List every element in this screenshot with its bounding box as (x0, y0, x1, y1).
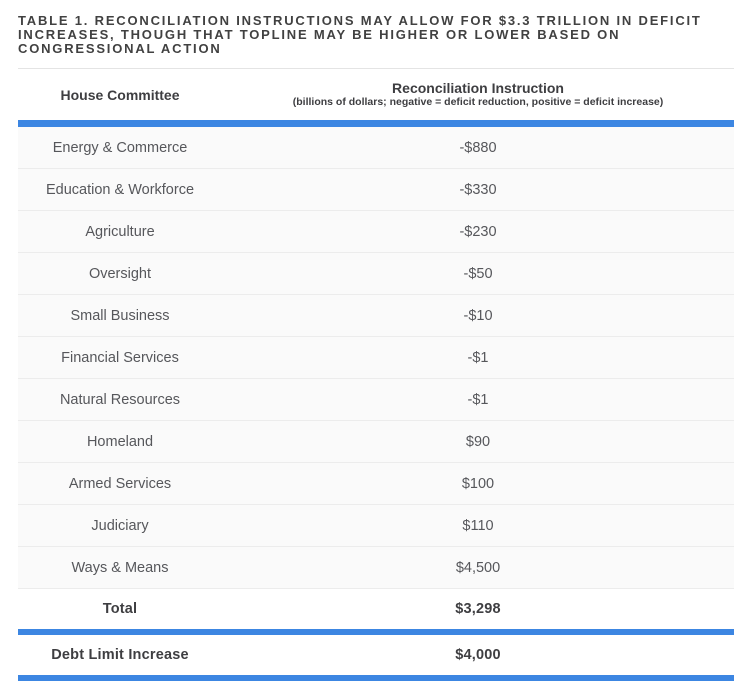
table-row (18, 169, 734, 211)
value-cell: -$1 (467, 391, 489, 408)
debt-limit-value: $4,000 (455, 647, 501, 663)
committee-cell: Financial Services (61, 349, 179, 366)
table-body (18, 127, 734, 589)
table-row (18, 211, 734, 253)
table-row (18, 463, 734, 505)
column-header-instruction (222, 80, 734, 109)
committee-cell: Homeland (86, 433, 154, 450)
total-label: Total (102, 601, 138, 617)
committee-cell: Agriculture (85, 223, 155, 240)
table-row (18, 379, 734, 421)
value-cell: -$1 (467, 349, 489, 366)
table-row (18, 127, 734, 169)
value-cell: $90 (465, 433, 491, 450)
table-header-row (18, 69, 734, 120)
table-title: TABLE 1. RECONCILIATION INSTRUCTIONS MAY ALLOW FOR $3.3 TRILLION IN DEFICIT INCREASES, THOUGH THAT TOPLINE MAY BE HIGHER OR LOWER BASED ON CONGRESSIONAL ACTION (18, 13, 702, 56)
table-row (18, 421, 734, 463)
value-cell: -$880 (459, 139, 497, 156)
total-row (18, 589, 734, 629)
column-header-committee: House Committee (60, 86, 180, 103)
column-header-instruction-sub: (billions of dollars; negative = deficit reduction, positive = deficit increase) (292, 96, 664, 108)
table-row (18, 253, 734, 295)
value-cell: -$230 (459, 223, 497, 240)
value-cell: -$10 (463, 307, 493, 324)
committee-cell: Ways & Means (71, 559, 169, 576)
committee-cell: Education & Workforce (45, 181, 195, 198)
debt-limit-row (18, 635, 734, 675)
table-row (18, 547, 734, 589)
committee-cell: Armed Services (68, 475, 172, 492)
table-row (18, 295, 734, 337)
value-cell: -$330 (459, 181, 497, 198)
committee-cell: Judiciary (91, 517, 149, 534)
bottom-accent-bar (18, 675, 734, 681)
column-header-instruction-main: Reconciliation Instruction (392, 80, 564, 96)
top-accent-bar (18, 120, 734, 127)
committee-cell: Natural Resources (59, 391, 181, 408)
value-cell: $110 (462, 517, 494, 534)
committee-cell: Small Business (70, 307, 170, 324)
debt-limit-label: Debt Limit Increase (51, 647, 189, 663)
value-cell: $100 (461, 475, 495, 492)
value-cell: -$50 (463, 265, 493, 282)
table-row (18, 505, 734, 547)
value-cell: $4,500 (455, 559, 501, 576)
total-value: $3,298 (455, 601, 501, 617)
table-row (18, 337, 734, 379)
committee-cell: Energy & Commerce (52, 139, 188, 156)
committee-cell: Oversight (88, 265, 152, 282)
reconciliation-table (18, 69, 734, 681)
